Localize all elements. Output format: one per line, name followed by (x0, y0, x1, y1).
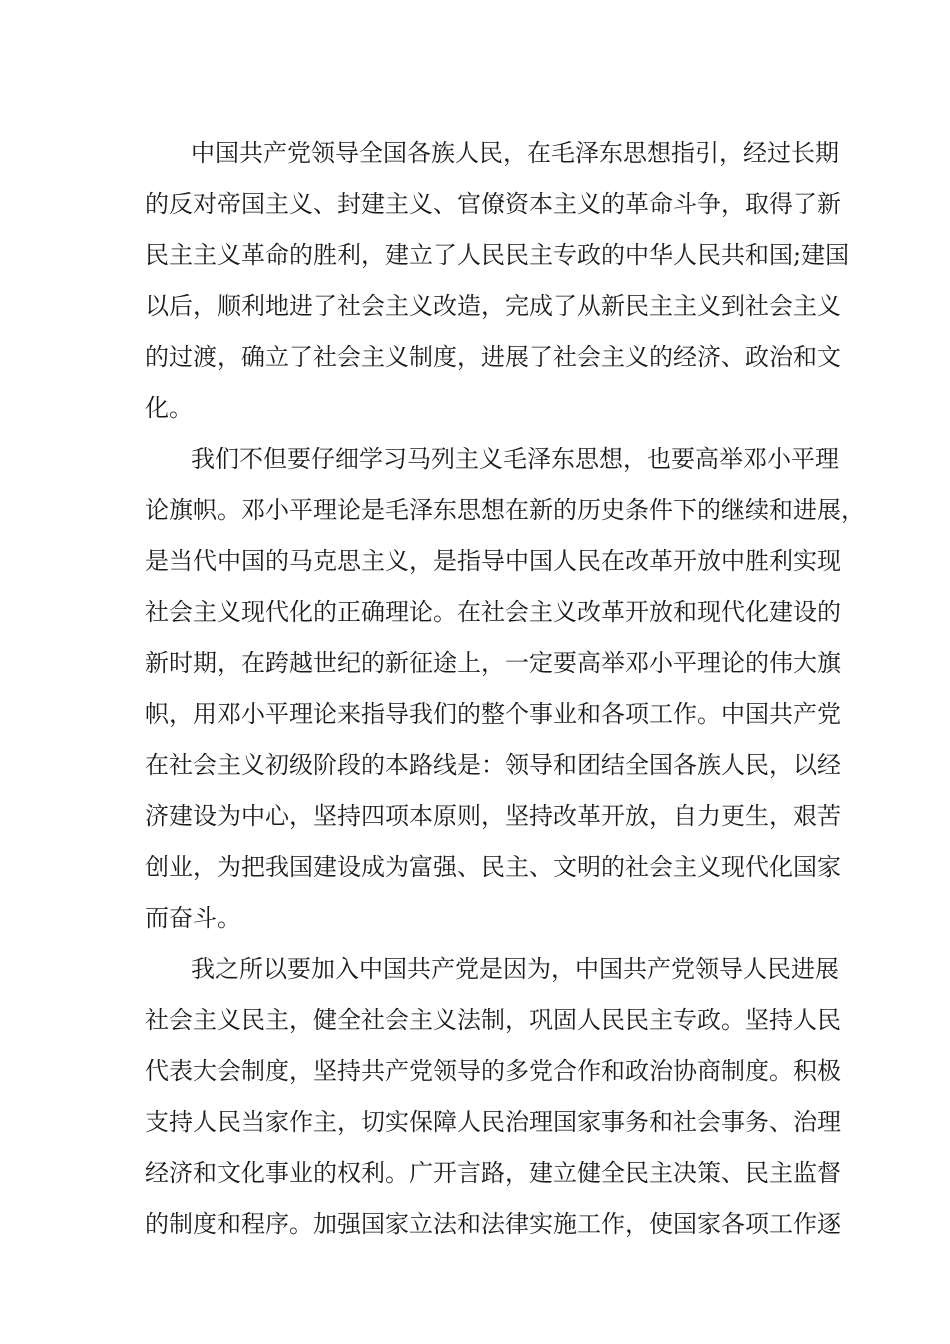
text-line: 化。 (145, 394, 193, 422)
text-line: 我们不但要仔细学习马列主义毛泽东思想，也要高举邓小平理 (191, 445, 839, 473)
text-line: 民主主义革命的胜利，建立了人民民主专政的中华人民共和国;建国 (145, 241, 850, 269)
text-line: 的反对帝国主义、封建主义、官僚资本主义的革命斗争，取得了新 (145, 190, 841, 218)
text-line: 在社会主义初级阶段的本路线是：领导和团结全国各族人民，以经 (145, 751, 841, 779)
text-line: 支持人民当家作主，切实保障人民治理国家事务和社会事务、治理 (145, 1108, 841, 1136)
text-line: 的制度和程序。加强国家立法和法律实施工作，使国家各项工作逐 (145, 1210, 841, 1238)
text-line: 论旗帜。邓小平理论是毛泽东思想在新的历史条件下的继续和进展， (145, 496, 865, 524)
text-line: 社会主义现代化的正确理论。在社会主义改革开放和现代化建设的 (145, 598, 841, 626)
text-line: 新时期，在跨越世纪的新征途上，一定要高举邓小平理论的伟大旗 (145, 649, 841, 677)
text-line: 济建设为中心，坚持四项本原则，坚持改革开放，自力更生，艰苦 (145, 802, 841, 830)
paragraph-1 (145, 128, 850, 434)
text-line: 中国共产党领导全国各族人民，在毛泽东思想指引，经过长期 (191, 139, 839, 167)
text-line: 是当代中国的马克思主义，是指导中国人民在改革开放中胜利实现 (145, 547, 841, 575)
text-line: 创业，为把我国建设成为富强、民主、文明的社会主义现代化国家 (145, 853, 841, 881)
text-line: 而奋斗。 (145, 904, 241, 932)
paragraph-3 (145, 944, 841, 1250)
text-line: 社会主义民主，健全社会主义法制，巩固人民民主专政。坚持人民 (145, 1006, 841, 1034)
document-body (145, 128, 865, 1250)
text-line: 以后，顺利地进了社会主义改造，完成了从新民主主义到社会主义 (145, 292, 841, 320)
text-line: 帜，用邓小平理论来指导我们的整个事业和各项工作。中国共产党 (145, 700, 841, 728)
text-line: 经济和文化事业的权利。广开言路，建立健全民主决策、民主监督 (145, 1159, 841, 1187)
text-line: 我之所以要加入中国共产党是因为，中国共产党领导人民进展 (191, 955, 839, 983)
text-line: 的过渡，确立了社会主义制度，进展了社会主义的经济、政治和文 (145, 343, 841, 371)
text-line: 代表大会制度，坚持共产党领导的多党合作和政治协商制度。积极 (145, 1057, 841, 1085)
paragraph-2 (145, 434, 865, 944)
